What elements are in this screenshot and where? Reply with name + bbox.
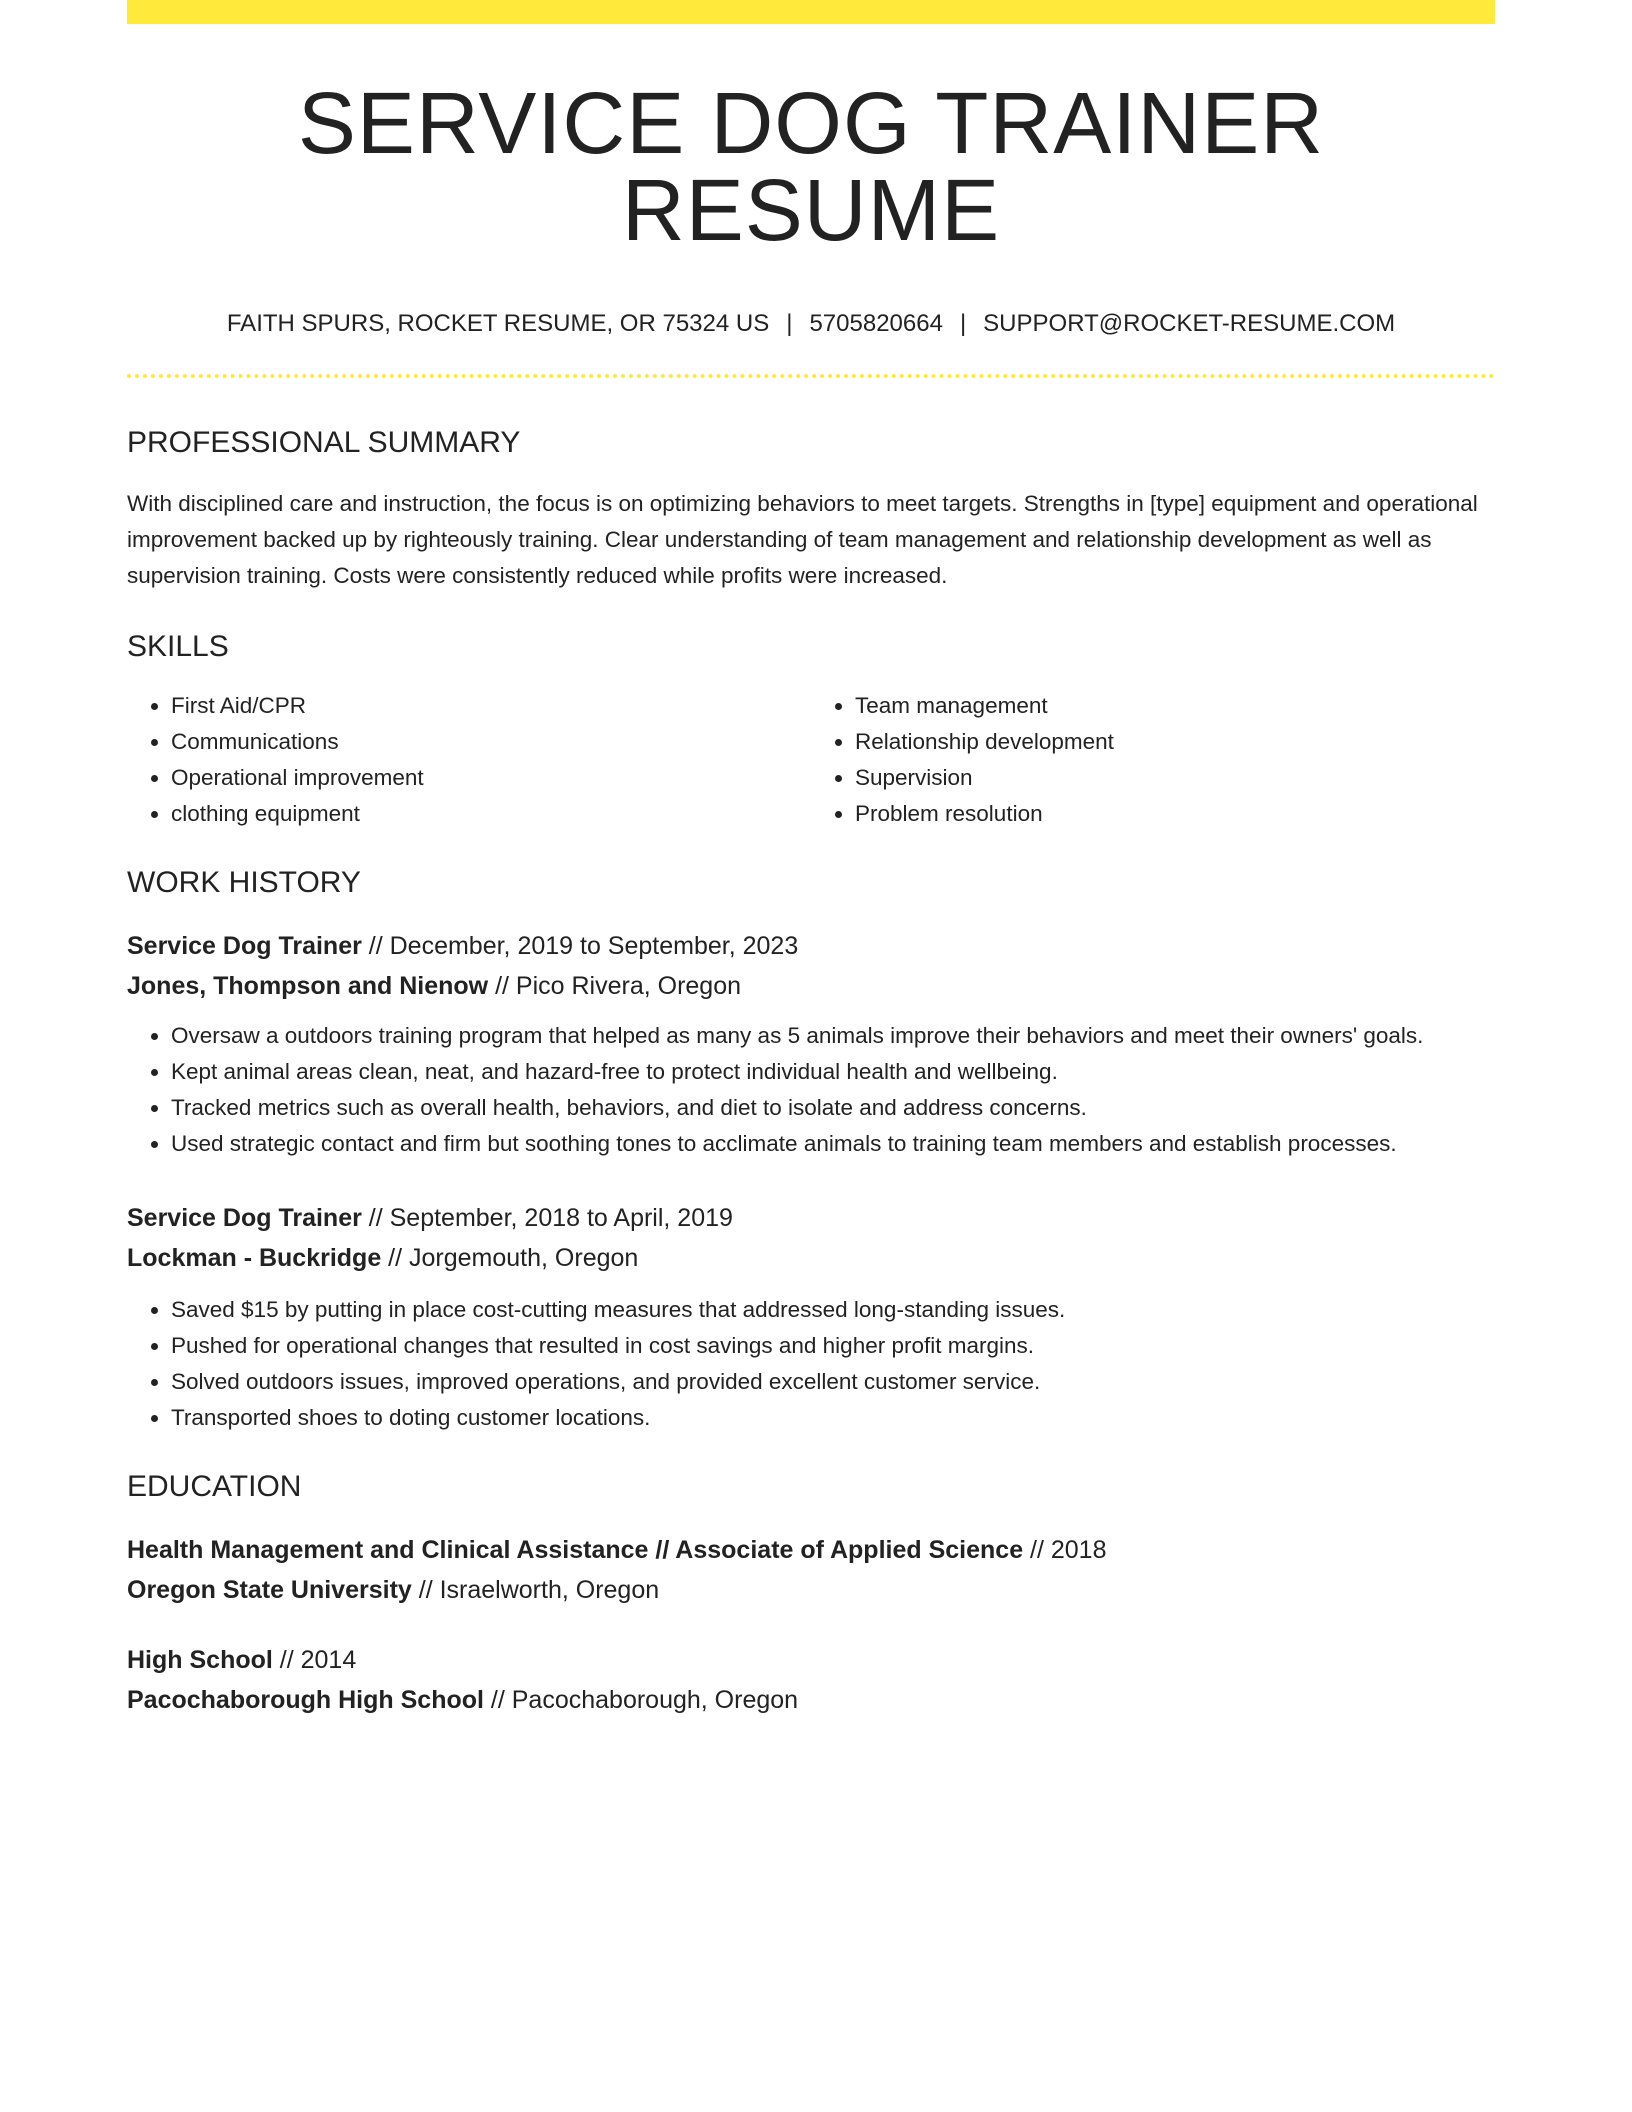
skill-item: • Operational improvement [171,760,811,796]
degree-name: Health Management and Clinical Assistance // Associate of Applied Science [127,1536,1024,1564]
work-history-heading: WORK HISTORY [127,866,361,899]
skill-item: • Problem resolution [855,796,1495,832]
job-bullet: • Saved $15 by putting in place cost-cutting measures that addressed long-standing issues. [171,1292,1495,1328]
education-entry [127,1530,1495,1610]
job-dates: // September, 2018 to April, 2019 [361,1204,733,1232]
education-entry [127,1640,1495,1720]
skills-heading: SKILLS [127,630,229,663]
job-bullet: • Kept animal areas clean, neat, and hazard-free to protect individual health and wellbeing. [171,1054,1495,1090]
header-divider [127,374,1495,378]
job-company-line [127,1238,1495,1278]
job-bullets [127,1018,1495,1162]
job-bullet: • Oversaw a outdoors training program that helped as many as 5 animals improve their behaviors and meet their owners' goals. [171,1018,1495,1054]
job-bullets [127,1292,1495,1436]
education-heading: EDUCATION [127,1470,302,1503]
contact-line [127,312,1495,336]
job-entry [127,926,1495,1162]
resume-page [127,0,1495,1720]
skill-item: • Team management [855,688,1495,724]
job-dates: // December, 2019 to September, 2023 [361,932,799,960]
school-line [127,1570,1495,1610]
degree-line [127,1640,1495,1680]
job-bullet: • Used strategic contact and firm but soothing tones to acclimate animals to training team members and establish processes. [171,1126,1495,1162]
school-location: // Israelworth, Oregon [411,1576,660,1604]
school-line [127,1680,1495,1720]
job-location: // Pico Rivera, Oregon [488,972,742,1000]
job-company: Jones, Thompson and Nienow [127,972,489,1000]
school-location: // Pacochaborough, Oregon [483,1686,799,1714]
job-company-line [127,966,1495,1006]
skills-grid [127,688,1495,832]
skill-item: • Communications [171,724,811,760]
degree-name: High School [127,1646,273,1674]
school-name: Oregon State University [127,1576,412,1604]
skill-item: • Supervision [855,760,1495,796]
job-title-line [127,1198,1495,1238]
skill-item: • First Aid/CPR [171,688,811,724]
skills-list-right [811,688,1495,832]
contact-separator: | [786,310,793,337]
job-bullet: • Pushed for operational changes that resulted in cost savings and higher profit margins. [171,1328,1495,1364]
job-title: Service Dog Trainer [127,932,362,960]
school-name: Pacochaborough High School [127,1686,484,1714]
job-company: Lockman - Buckridge [127,1244,382,1272]
contact-separator: | [959,310,967,337]
contact-email: SUPPORT@ROCKET-RESUME.COM [983,310,1396,337]
degree-year: // 2018 [1023,1536,1107,1564]
skill-item: • clothing equipment [171,796,811,832]
degree-line [127,1530,1495,1570]
degree-year: // 2014 [272,1646,357,1674]
top-accent-bar [127,0,1495,24]
job-location: // Jorgemouth, Oregon [381,1244,639,1272]
job-title-line [127,926,1495,966]
summary-heading: PROFESSIONAL SUMMARY [127,426,521,459]
job-bullet: • Transported shoes to doting customer locations. [171,1400,1495,1436]
job-bullet: • Solved outdoors issues, improved operations, and provided excellent customer service. [171,1364,1495,1400]
job-title: Service Dog Trainer [127,1204,362,1232]
contact-name-address: FAITH SPURS, ROCKET RESUME, OR 75324 US [226,310,770,337]
skill-item: • Relationship development [855,724,1495,760]
contact-phone: 5705820664 [809,310,943,337]
skills-list-left [127,688,811,832]
page-title: SERVICE DOG TRAINER RESUME [297,75,1325,259]
job-bullet: • Tracked metrics such as overall health, behaviors, and diet to isolate and address concerns. [171,1090,1495,1126]
job-entry [127,1198,1495,1436]
summary-text: With disciplined care and instruction, the focus is on optimizing behaviors to meet targets. Strengths in [type] equipment and operational improvement backed up by righteously training. Clear understanding of team management and relationship development as well as supervision training. Costs were consistently reduced while profits were increased. [127,491,1478,588]
